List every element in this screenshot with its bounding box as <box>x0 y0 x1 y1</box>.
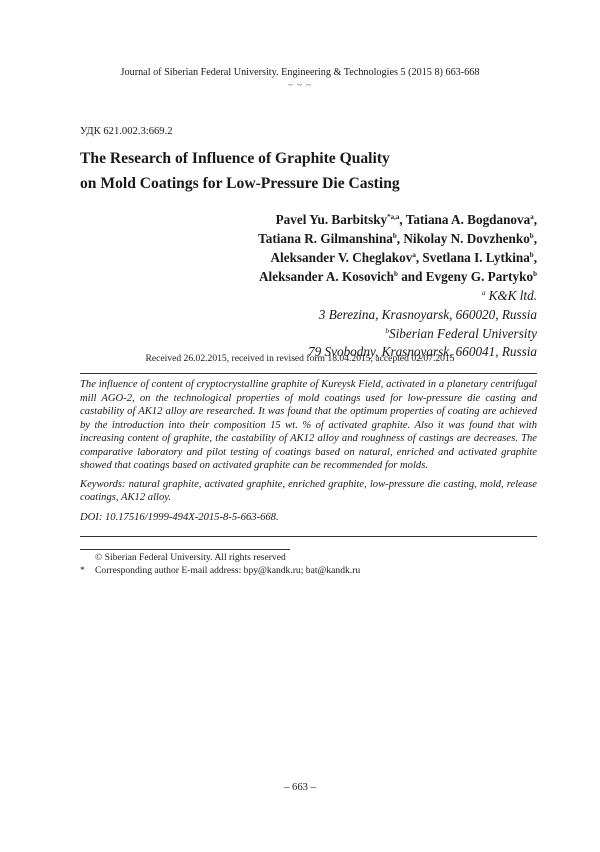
authors-line-2 <box>258 231 537 247</box>
author-separator: and <box>397 269 426 284</box>
abstract-top-rule <box>80 373 537 374</box>
affiliation-org: Siberian Federal University <box>389 326 537 341</box>
abstract-block <box>80 378 537 524</box>
affiliation-mark: a <box>481 289 486 297</box>
author-name: Nikolay N. Dovzhenko <box>403 231 530 246</box>
author-name: Tatiana A. Bogdanova <box>405 212 531 227</box>
author-separator: , <box>396 231 404 246</box>
received-dates: Received 26.02.2015, received in revised form 18.04.2015, accepted 02.07.2015 <box>145 353 455 364</box>
copyright-footnote: © Siberian Federal University. All rights reserved <box>95 552 286 563</box>
article-title-line-1: The Research of Influence of Graphite Quality <box>80 150 390 167</box>
author-name: Aleksander A. Kosovich <box>259 269 394 284</box>
author-name: Aleksander V. Cheglakov <box>270 250 413 265</box>
author-name: Tatiana R. Gilmanshina <box>258 231 393 246</box>
author-name: Evgeny G. Partyko <box>425 269 534 284</box>
author-affiliation-mark: a <box>412 251 416 259</box>
author-separator: , <box>533 250 537 265</box>
author-separator: , <box>533 212 537 227</box>
author-separator: , <box>533 231 537 246</box>
affiliation-a-address: 3 Berezina, Krasnoyarsk, 660020, Russia <box>318 307 537 322</box>
affiliation-b-org <box>386 326 537 342</box>
author-affiliation-mark: *a,a <box>387 213 400 221</box>
header-separator: ~ ~ ~ <box>287 80 313 90</box>
udk-code: УДК 621.002.3:669.2 <box>80 126 173 137</box>
author-affiliation-mark: b <box>529 232 534 240</box>
author-affiliation-mark: b <box>393 270 398 278</box>
keywords: Keywords: natural graphite, activated graphite, enriched graphite, low-pressure die casting, mold, release coatings, AK12 alloy. <box>80 478 537 503</box>
footnote-rule <box>80 549 290 550</box>
affiliation-b-address: 79 Svobodny, Krasnoyarsk, 660041, Russia <box>308 344 537 359</box>
author-separator: , <box>415 250 423 265</box>
authors-line-4 <box>259 269 537 285</box>
affiliation-a-org <box>482 288 537 304</box>
authors-line-3 <box>271 250 537 266</box>
abstract-bottom-rule <box>80 536 537 537</box>
corresponding-mark: * <box>80 565 85 576</box>
author-affiliation-mark: b <box>392 232 397 240</box>
author-affiliation-mark: b <box>533 270 537 278</box>
doi: DOI: 10.17516/1999-494X-2015-8-5-663-668. <box>80 511 279 523</box>
author-affiliation-mark: a <box>530 213 534 221</box>
author-affiliation-mark: b <box>529 251 534 259</box>
article-title-line-2: on Mold Coatings for Low-Pressure Die Casting <box>80 175 400 192</box>
corresponding-author-footnote: Corresponding author E-mail address: bpy@kandk.ru; bat@kandk.ru <box>95 565 361 576</box>
author-separator: , <box>399 212 406 227</box>
affiliation-org: K&K ltd. <box>485 288 537 303</box>
author-name: Pavel Yu. Barbitsky <box>275 212 388 227</box>
authors-line-1 <box>276 212 537 228</box>
abstract-text: The influence of content of cryptocrystalline graphite of Kureysk Field, activated in a planetary centrifugal mill AGO-2, on the technological properties of mold coatings used for low-pressure die casting and castability of AK12 alloy are researched. It was found that the optimum properties of coating are achieved by the introduction into their composition 15 wt. % of activated graphite. Also it was found that with increasing content of graphite, the castability of AK12 alloy and roughness of castings are decreases. The comparative laboratory and pilot testing of coatings based on natural, enriched and activated graphite showed that coatings based on activated graphite can be recommended for molds. <box>80 379 537 471</box>
author-name: Svetlana I. Lytkina <box>422 250 530 265</box>
page-number: – 663 – <box>284 782 316 793</box>
affiliation-mark: b <box>385 327 390 335</box>
journal-header: Journal of Siberian Federal University. Engineering & Technologies 5 (2015 8) 663-668 <box>120 67 480 78</box>
